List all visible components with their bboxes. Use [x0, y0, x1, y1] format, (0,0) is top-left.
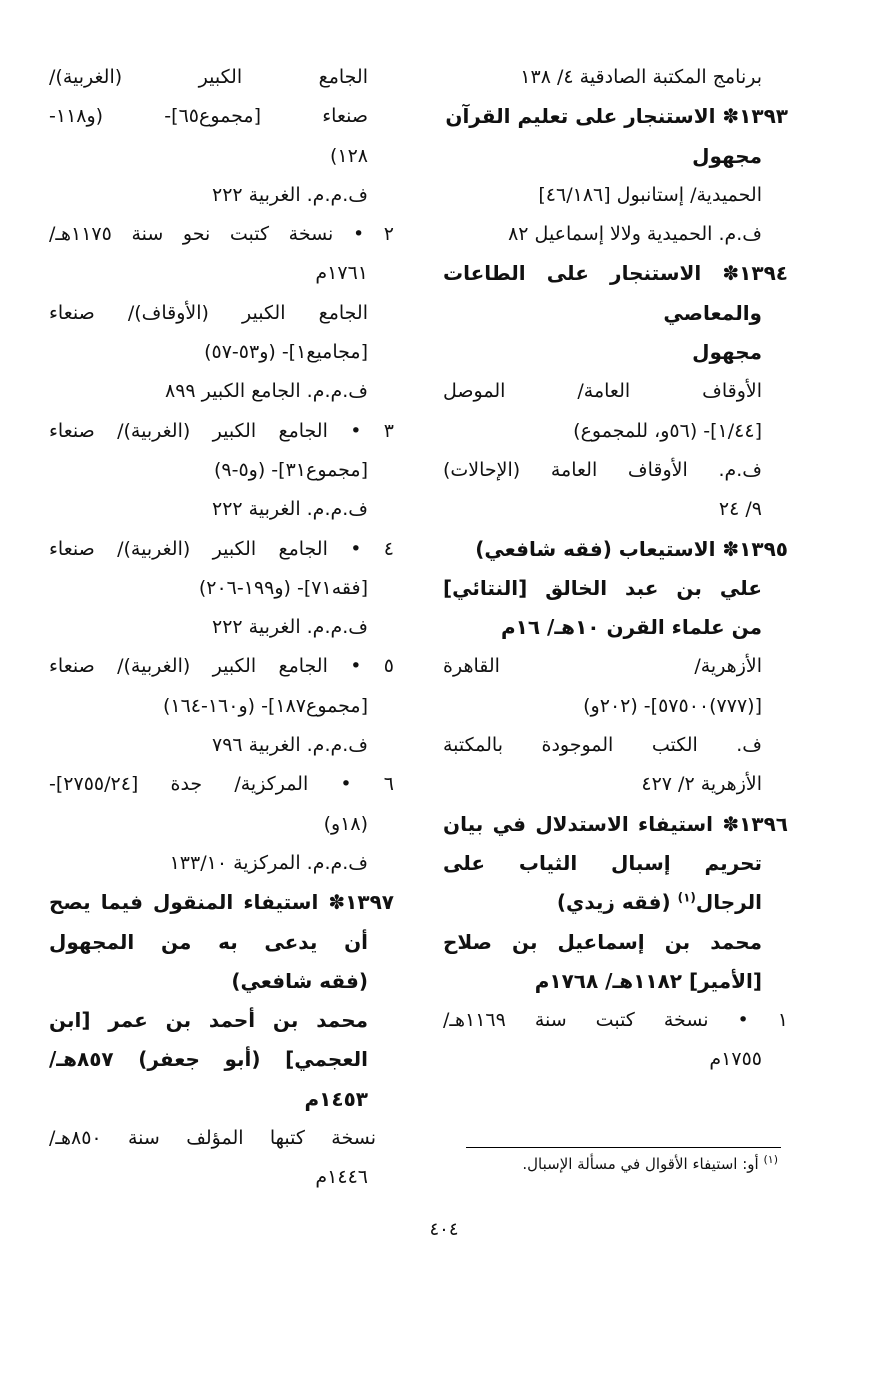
text-line: من علماء القرن ١٠هـ/ ١٦م: [500, 615, 762, 640]
text-line: ١٧٥٥م: [709, 1048, 762, 1071]
text-line: ٩/ ٢٤: [718, 498, 762, 521]
footnote-reference: (١): [677, 890, 696, 905]
right-column: [443, 58, 788, 1080]
text-line: العجمي] (أبو جعفر) ٨٥٧هـ/: [49, 1047, 368, 1072]
text-line: (١٨و): [323, 812, 368, 835]
text-line: ١٣٩٦✽ استيفاء الاستدلال في بيان: [443, 811, 788, 836]
text-line: [مجموع٣١]- (و٥-٩): [213, 458, 368, 481]
text-line: ف.م.م. الغربية ٢٢٢: [212, 616, 368, 639]
left-column: [49, 58, 394, 1198]
text-line: [١/٤٤]- (٥٦و، للمجموع): [573, 419, 762, 442]
text-line: ف.م.م. المركزية ١٣٣/١٠: [169, 851, 368, 874]
line-prefix: الرجال: [695, 890, 762, 915]
text-line: ١٢٨): [329, 144, 368, 167]
text-line: [(٧٧٧)٥٧٥٠٠]- (٢٠٢و): [583, 694, 762, 717]
text-line: مجهول: [692, 143, 762, 168]
text-line: ف.م. الأوقاف العامة (الإحالات): [443, 458, 762, 481]
footnote-marker: (١): [763, 1153, 778, 1166]
text-line: أن يدعى به من المجهول: [49, 929, 368, 954]
text-line: الجامع الكبير (الأوقاف)/ صنعاء: [49, 301, 368, 324]
text-line: الأزهرية/ القاهرة: [443, 655, 762, 678]
text-line: [443, 883, 788, 922]
text-line: ٣ • الجامع الكبير (الغربية)/ صنعاء: [49, 419, 394, 442]
text-line: ف.م.م. الغربية ٢٢٢: [212, 498, 368, 521]
text-line: ١٣٩٧✽ استيفاء المنقول فيما يصح: [49, 890, 394, 915]
text-line: ف.م.م. الجامع الكبير ٨٩٩: [164, 380, 368, 403]
text-line: صنعاء [مجموع٦٥]- (و١١٨-: [49, 105, 368, 128]
text-line: والمعاصي: [663, 300, 762, 325]
text-line: ف. الكتب الموجودة بالمكتبة: [443, 734, 762, 757]
text-line: [الأمير] ١١٨٢هـ/ ١٧٦٨م: [534, 968, 762, 993]
text-line: ٤ • الجامع الكبير (الغربية)/ صنعاء: [49, 537, 394, 560]
text-line: تحريم إسبال الثياب على: [443, 850, 762, 875]
text-line: نسخة كتبها المؤلف سنة ٨٥٠هـ/: [49, 1127, 376, 1150]
footnote-text: أو: استيفاء الأقوال في مسألة الإسبال.: [522, 1155, 759, 1173]
text-line: محمد بن أحمد بن عمر [ابن: [49, 1008, 368, 1033]
line-text: (فقه زيدي): [556, 890, 671, 915]
text-line: ف.م.م. الغربية ٢٢٢: [212, 183, 368, 206]
text-line: ف.م. الحميدية ولالا إسماعيل ٨٢: [508, 223, 762, 246]
text-line: ١٧٦١م: [315, 262, 368, 285]
text-line: [مجموع١٨٧]- (و١٦٠-١٦٤): [162, 694, 368, 717]
text-line: الأوقاف العامة/ الموصل: [443, 380, 762, 403]
text-line: الأزهرية ٢/ ٤٢٧: [641, 773, 762, 796]
text-line: (فقه شافعي): [231, 968, 368, 993]
text-line: ٥ • الجامع الكبير (الغربية)/ صنعاء: [49, 655, 394, 678]
page-number: ٤٠٤: [429, 1219, 459, 1240]
text-line: [فقه٧١]- (و١٩٩-٢٠٦): [198, 576, 368, 599]
text-line: ١ • نسخة كتبت سنة ١١٦٩هـ/: [443, 1009, 788, 1032]
text-line: ف.م.م. الغربية ٧٩٦: [212, 734, 368, 757]
text-line: مجهول: [692, 340, 762, 365]
text-line: علي بن عبد الخالق [النتائي]: [443, 575, 762, 600]
text-line: الجامع الكبير (الغربية)/: [49, 66, 368, 88]
text-line: ٦ • المركزية/ جدة [٢٧٥٥/٢٤]-: [49, 773, 394, 796]
text-line: ١٣٩٥✽ الاستيعاب (فقه شافعي): [475, 536, 788, 561]
footnote: [448, 1152, 778, 1176]
text-line: ٢ • نسخة كتبت نحو سنة ١١٧٥هـ/: [49, 223, 394, 246]
text-line: ١٣٩٣✽ الاستنجار على تعليم القرآن: [445, 104, 788, 129]
text-line: [مجاميع١]- (و٥٣-٥٧): [204, 341, 368, 364]
footnote-divider: [466, 1147, 781, 1148]
text-line: برنامج المكتبة الصادقية ٤/ ١٣٨: [520, 66, 762, 88]
text-line: ١٣٩٤✽ الاستنجار على الطاعات: [443, 261, 788, 286]
text-line: الحميدية/ إستانبول [٤٦/١٨٦]: [538, 183, 762, 206]
text-line: محمد بن إسماعيل بن صلاح: [443, 929, 762, 954]
text-line: ١٤٤٦م: [315, 1166, 368, 1189]
text-line: ١٤٥٣م: [304, 1086, 368, 1111]
